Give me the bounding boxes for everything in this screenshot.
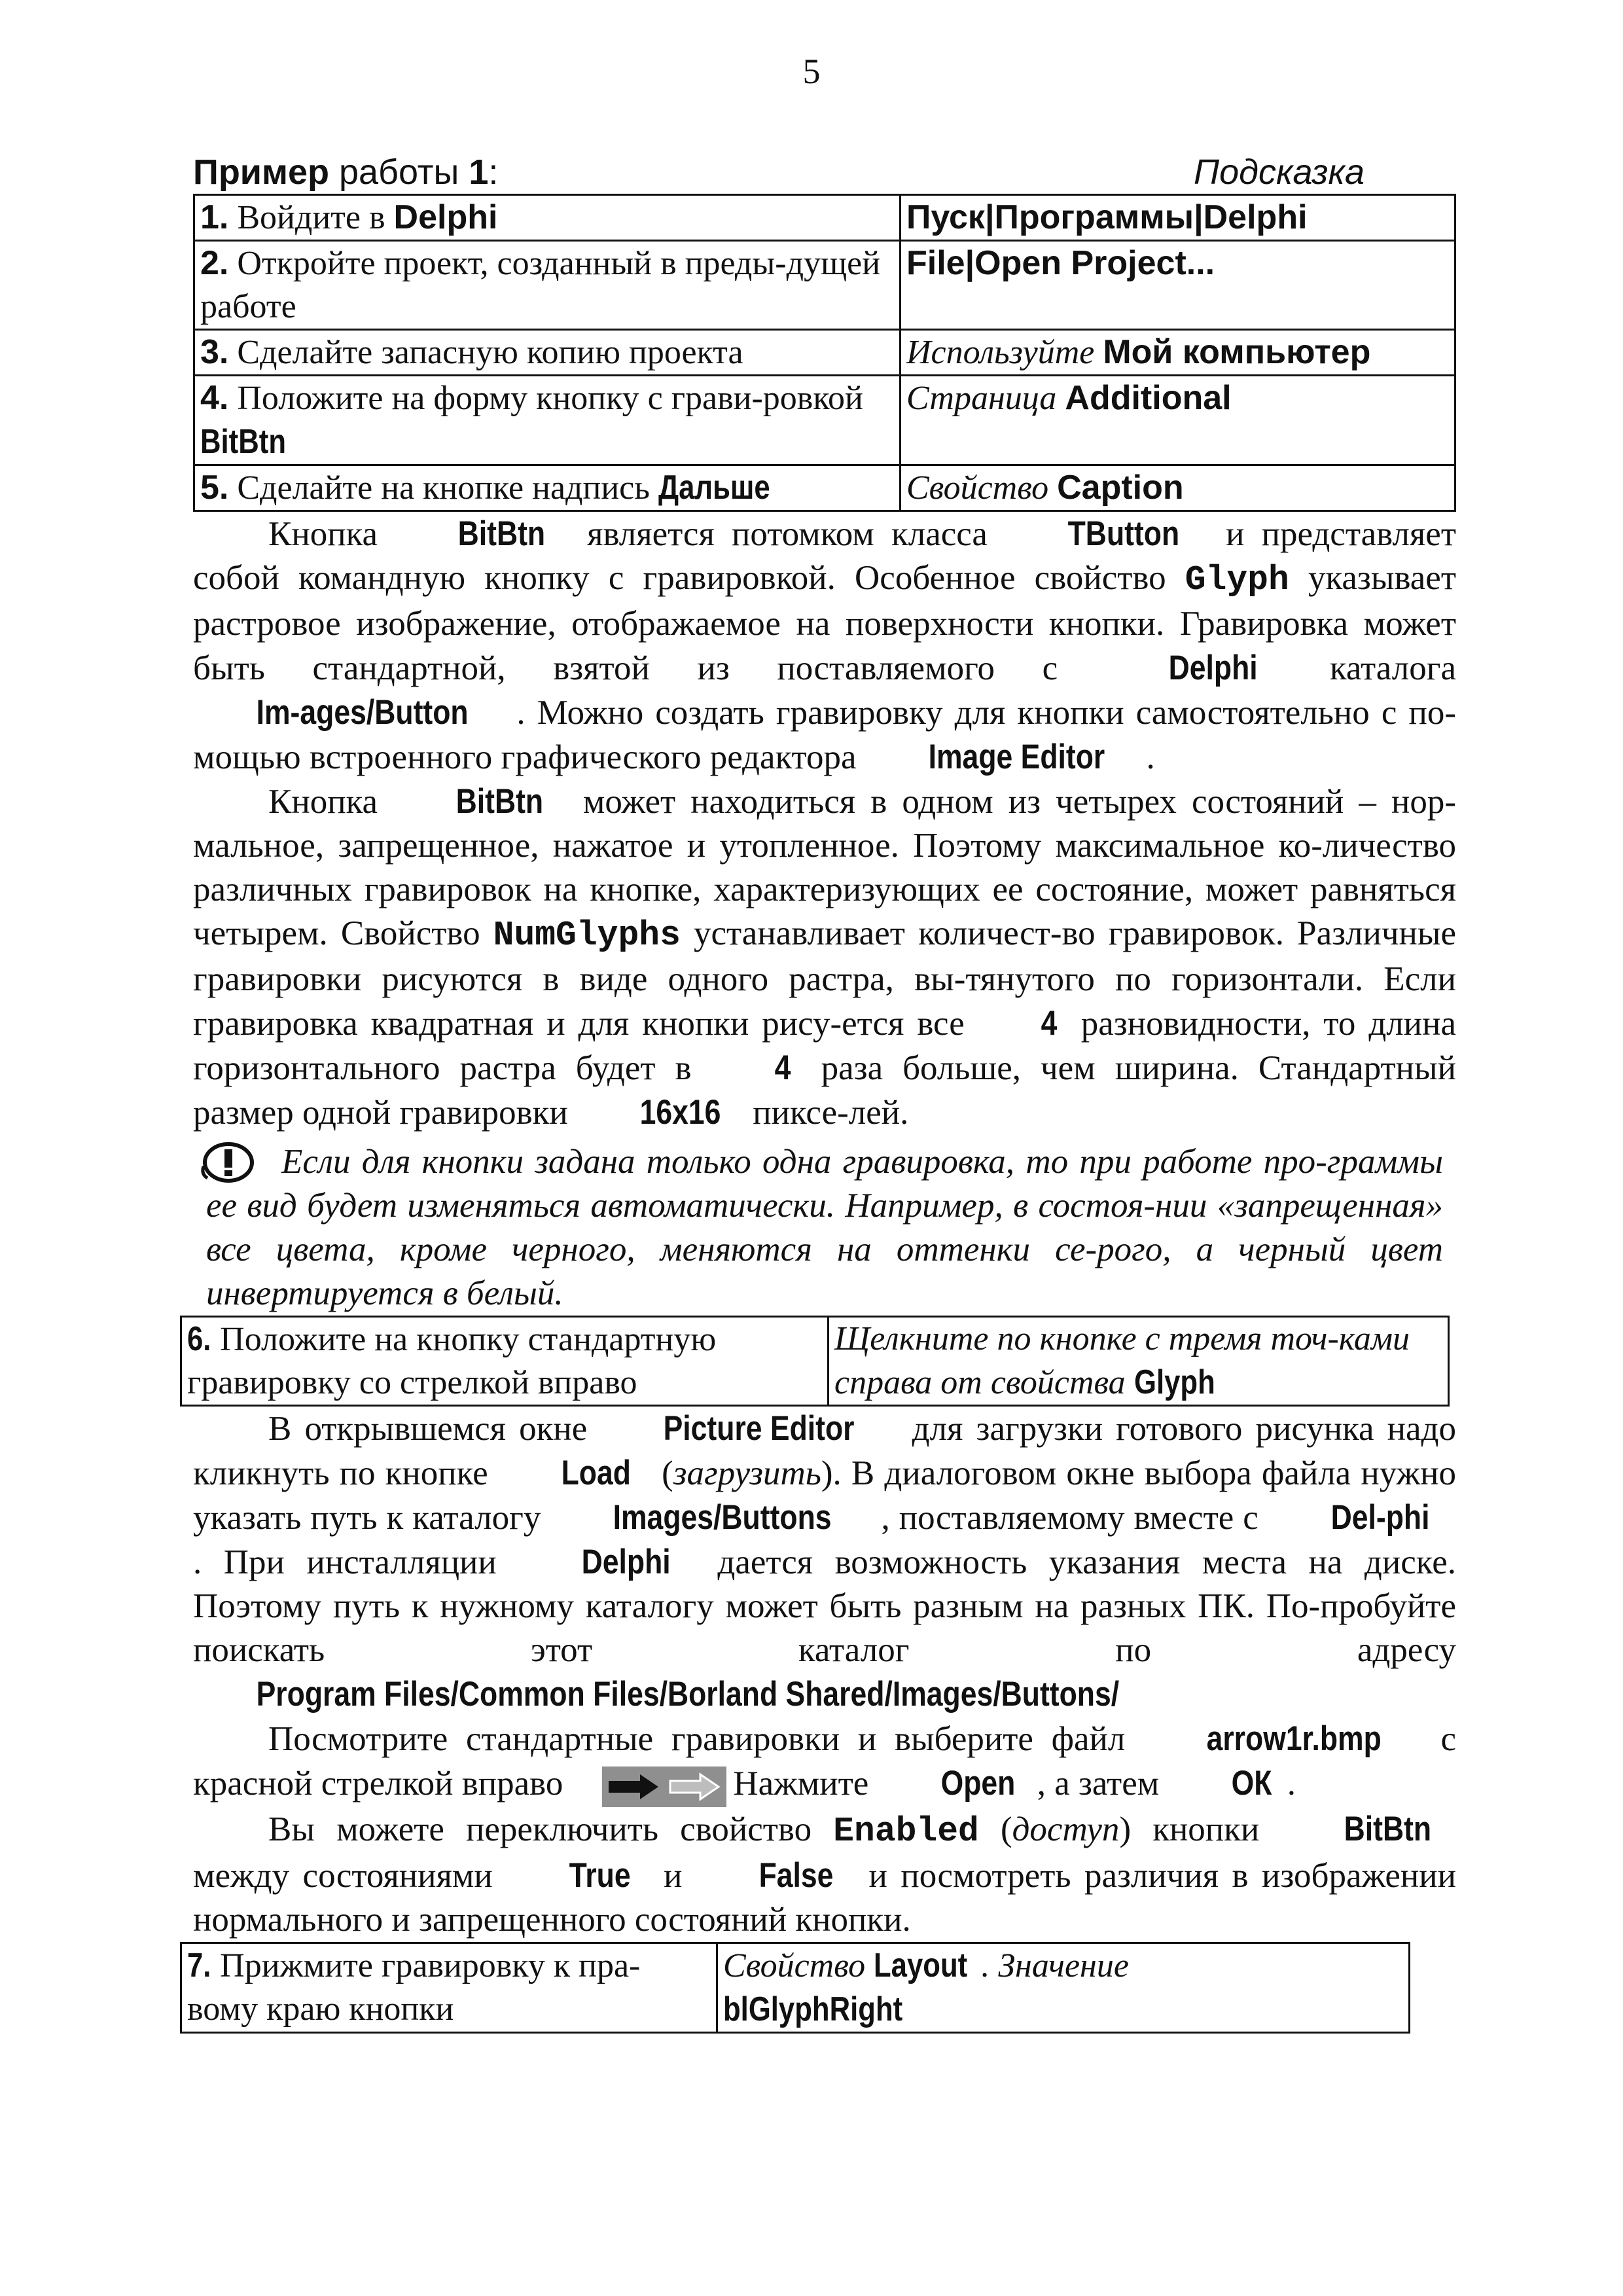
tasks-table-2 [180,1316,1450,1407]
task-cell: 5. Сделайте на кнопке надпись Дальше [194,465,901,511]
table-row [194,376,1455,465]
note-block [193,1140,1456,1316]
page-content [187,151,1457,2034]
task-cell: 2. Откройте проект, созданный в преды-дущей работе [194,241,901,330]
example-title: Пример работы 1: [193,152,499,192]
note-text: Если для кнопки задана только одна гравировка, то при работе про-граммы ее вид будет изменяться автоматически. Например, в состоя-нии «запрещенная» все цвета, кроме черного, меняются на оттенки се-рого, а черный цвет инвертируется в белый. [206,1143,1443,1312]
paragraph-bitbtn-intro: Кнопка BitBtn является потомком класса TButton и представляет собой командную кнопку с гравировкой. Особенное свойство Glyph указывает растровое изображение, отображаемое на поверхности кнопки. Гравировка может быть стандартной, взятой из поставляемого с Delphi каталога Im-ages/Button . Можно создать гравировку для кнопки самостоятельно с по-мощью встроенного графического редактора Image Editor . [193,514,1457,776]
page-number: 5 [802,52,821,91]
hint-cell: Пуск|Программы|Delphi [901,195,1455,241]
hint-column-header: Подсказка [1194,152,1364,192]
hint-cell: Щелкните по кнопке с тремя точ-ками справа от свойства Glyph [829,1317,1449,1406]
task-cell: 1. Войдите в Delphi [194,195,901,241]
exclamation-icon [200,1140,262,1186]
paragraph-bitbtn-states: Кнопка BitBtn может находиться в одном из четырех состояний – нор-мальное, запрещенное, нажатое и утопленное. Поэтому максимальное ко-личество различных гравировок на кнопке, характеризующих ее состояние, может равняться четырем. Свойство NumGlyphs устанавливает количест-во гравировок. Различные гравировки рисуются в виде одного растра, вы-тянутого по горизонтали. Если гравировка квадратная и для кнопки рису-ется все 4 разновидности, то длина горизонтального растра будет в 4 раза больше, чем ширина. Стандартный размер одной гравировки 16x16 пиксе-лей. [193,782,1457,1132]
tasks-table-3 [180,1942,1410,2034]
hint-cell: Страница Additional [901,376,1455,465]
table-row [181,1943,1410,2032]
task-cell: 6. Положите на кнопку стандартную гравировку со стрелкой вправо [181,1317,829,1406]
tasks-table-1 [193,194,1456,512]
task-cell: 7. Прижмите гравировку к пра-вому краю кнопки [181,1943,717,2032]
task-cell: 4. Положите на форму кнопку с грави-ровкой BitBtn [194,376,901,465]
table-row [194,195,1455,241]
table-row [194,241,1455,330]
hint-cell: Свойство Layout . Значение blGlyphRight [717,1943,1410,2032]
paragraph-choose-file: Посмотрите стандартные гравировки и выберите файл arrow1r.bmp с красной стрелкой вправо Нажмите Open , а затем ОК . [193,1717,1456,1807]
hint-cell: Свойство Caption [901,465,1455,511]
hint-cell: File|Open Project... [901,241,1455,330]
arrow-glyph-icon [602,1767,726,1807]
table-row [194,465,1455,511]
task-cell: 3. Сделайте запасную копию проекта [194,330,901,376]
hint-cell: Используйте Мой компьютер [901,330,1455,376]
example-header [193,151,1456,194]
table-row [194,330,1455,376]
table-row [181,1317,1449,1406]
paragraph-picture-editor: В открывшемся окне Picture Editor для загрузки готового рисунка надо кликнуть по кнопке Load (загрузить). В диалоговом окне выбора файла нужно указать путь к каталогу Images/Buttons , поставляемому вместе с Del-phi. При инсталляции Delphi дается возможность указания места на диске. Поэтому путь к нужному каталогу может быть разным на разных ПК. По-пробуйте поискать этот каталог по адресу Program Files/Common Files/Borland Shared/Images/Buttons/ [193,1409,1456,1713]
paragraph-enabled-property: Вы можете переключить свойство Enabled (доступ) кнопки BitBtn между состояниями True и False и посмотреть различия в изображении нормального и запрещенного состояний кнопки. [193,1809,1456,1939]
